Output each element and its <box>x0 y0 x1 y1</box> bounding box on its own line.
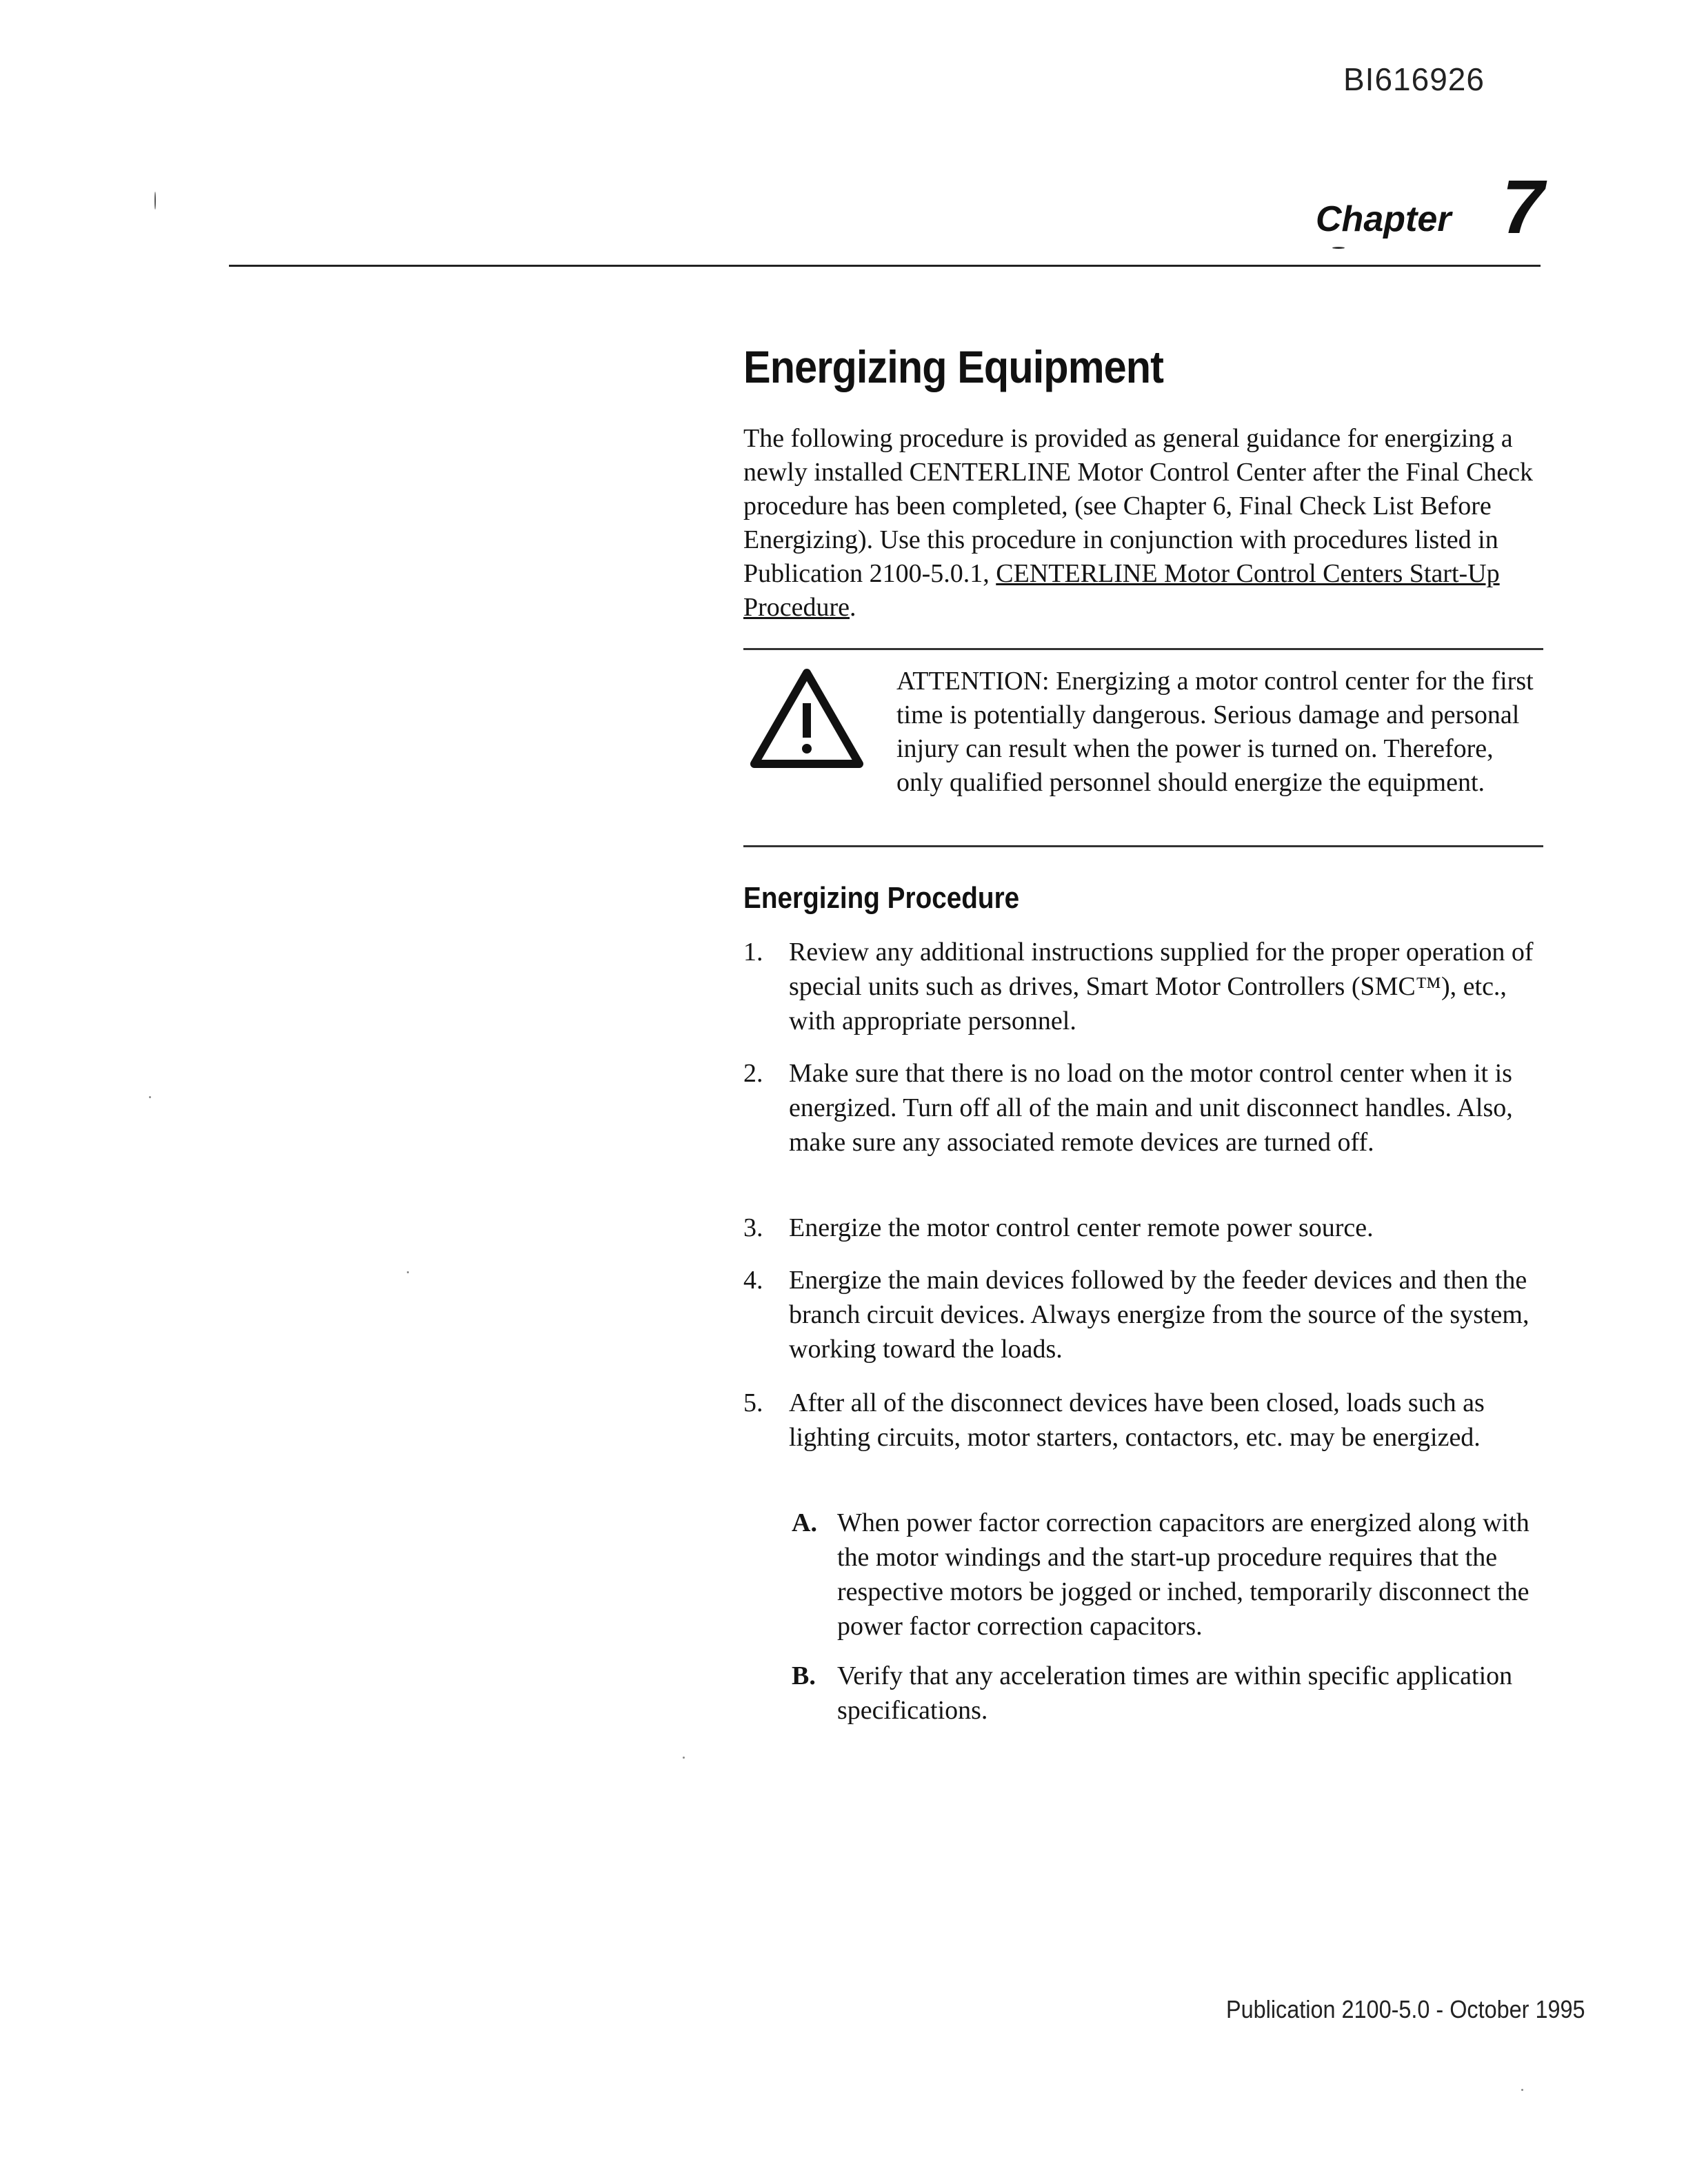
scan-speck <box>683 1757 685 1759</box>
step-text: Review any additional instructions supplied for the proper operation of special units such as drives, Smart Motor Controllers (SMC™), etc., with appropriate personnel. <box>789 938 1534 1035</box>
attention-label: ATTENTION: <box>896 667 1050 696</box>
document-id: BI616926 <box>1343 61 1485 97</box>
attention-bottom-divider <box>743 845 1543 847</box>
step-number: 4. <box>743 1266 763 1295</box>
intro-end: . <box>850 593 856 622</box>
scan-mark <box>154 192 156 210</box>
attention-top-divider <box>743 648 1543 650</box>
procedure-step <box>743 1386 1557 1455</box>
scan-speck <box>407 1271 409 1273</box>
procedure-substep <box>792 1506 1557 1644</box>
warning-triangle-icon <box>749 666 865 769</box>
intro-text: The following procedure is provided as general guidance for energizing a newly installed CENTERLINE Motor Control Center after the Final Check procedure has been completed, (see Chapter 6, Final Check List Before Energizing). Use this procedure in conjunction with procedures listed in Publication 2100-5.0.1, <box>743 424 1534 588</box>
section-heading: Energizing Procedure <box>743 881 1020 915</box>
step-text: After all of the disconnect devices have been closed, loads such as lighting circuits, motor starters, contactors, etc. may be energized. <box>789 1388 1485 1452</box>
scan-speck <box>149 1096 151 1098</box>
step-number: 1. <box>743 938 763 967</box>
procedure-substep <box>792 1659 1557 1728</box>
chapter-label: Chapter <box>1316 199 1452 239</box>
chapter-number: 7 <box>1502 165 1545 250</box>
publication-footer: Publication 2100-5.0 - October 1995 <box>1226 1995 1585 2023</box>
header-divider <box>229 265 1541 267</box>
step-number: 5. <box>743 1388 763 1417</box>
step-number: 2. <box>743 1059 763 1088</box>
step-number: 3. <box>743 1213 763 1242</box>
scan-speck <box>1521 2089 1523 2091</box>
publication-reference: CENTERLINE Motor Control Centers Start-Up Procedure <box>743 559 1500 622</box>
procedure-step <box>743 1263 1557 1366</box>
procedure-step <box>743 1056 1557 1160</box>
scan-mark <box>1332 247 1345 249</box>
attention-text: Energizing a motor control center for the first time is potentially dangerous. Serious damage and personal injury can result when the power is turned on. Therefore, only qualified personnel should energize the equipment. <box>896 667 1534 797</box>
intro-paragraph <box>743 422 1557 625</box>
procedure-step <box>743 1211 1557 1245</box>
step-text: Make sure that there is no load on the motor control center when it is energized. Turn off all of the main and unit disconnect handles. Also, make sure any associated remote devices are turned off. <box>789 1059 1513 1157</box>
substep-text: When power factor correction capacitors are energized along with the motor windings and the start-up procedure requires that the respective motors be jogged or inched, temporarily disconnect the power factor correction capacitors. <box>837 1508 1529 1641</box>
procedure-step <box>743 935 1557 1038</box>
step-text: Energize the main devices followed by the feeder devices and then the branch circuit devices. Always energize from the source of the system, working toward the loads. <box>789 1266 1529 1364</box>
step-text: Energize the motor control center remote power source. <box>789 1213 1374 1242</box>
substep-letter: A. <box>792 1508 817 1537</box>
substep-text: Verify that any acceleration times are within specific application specifications. <box>837 1661 1513 1725</box>
substep-letter: B. <box>792 1661 816 1690</box>
page-title: Energizing Equipment <box>743 341 1164 392</box>
attention-notice <box>896 665 1545 800</box>
